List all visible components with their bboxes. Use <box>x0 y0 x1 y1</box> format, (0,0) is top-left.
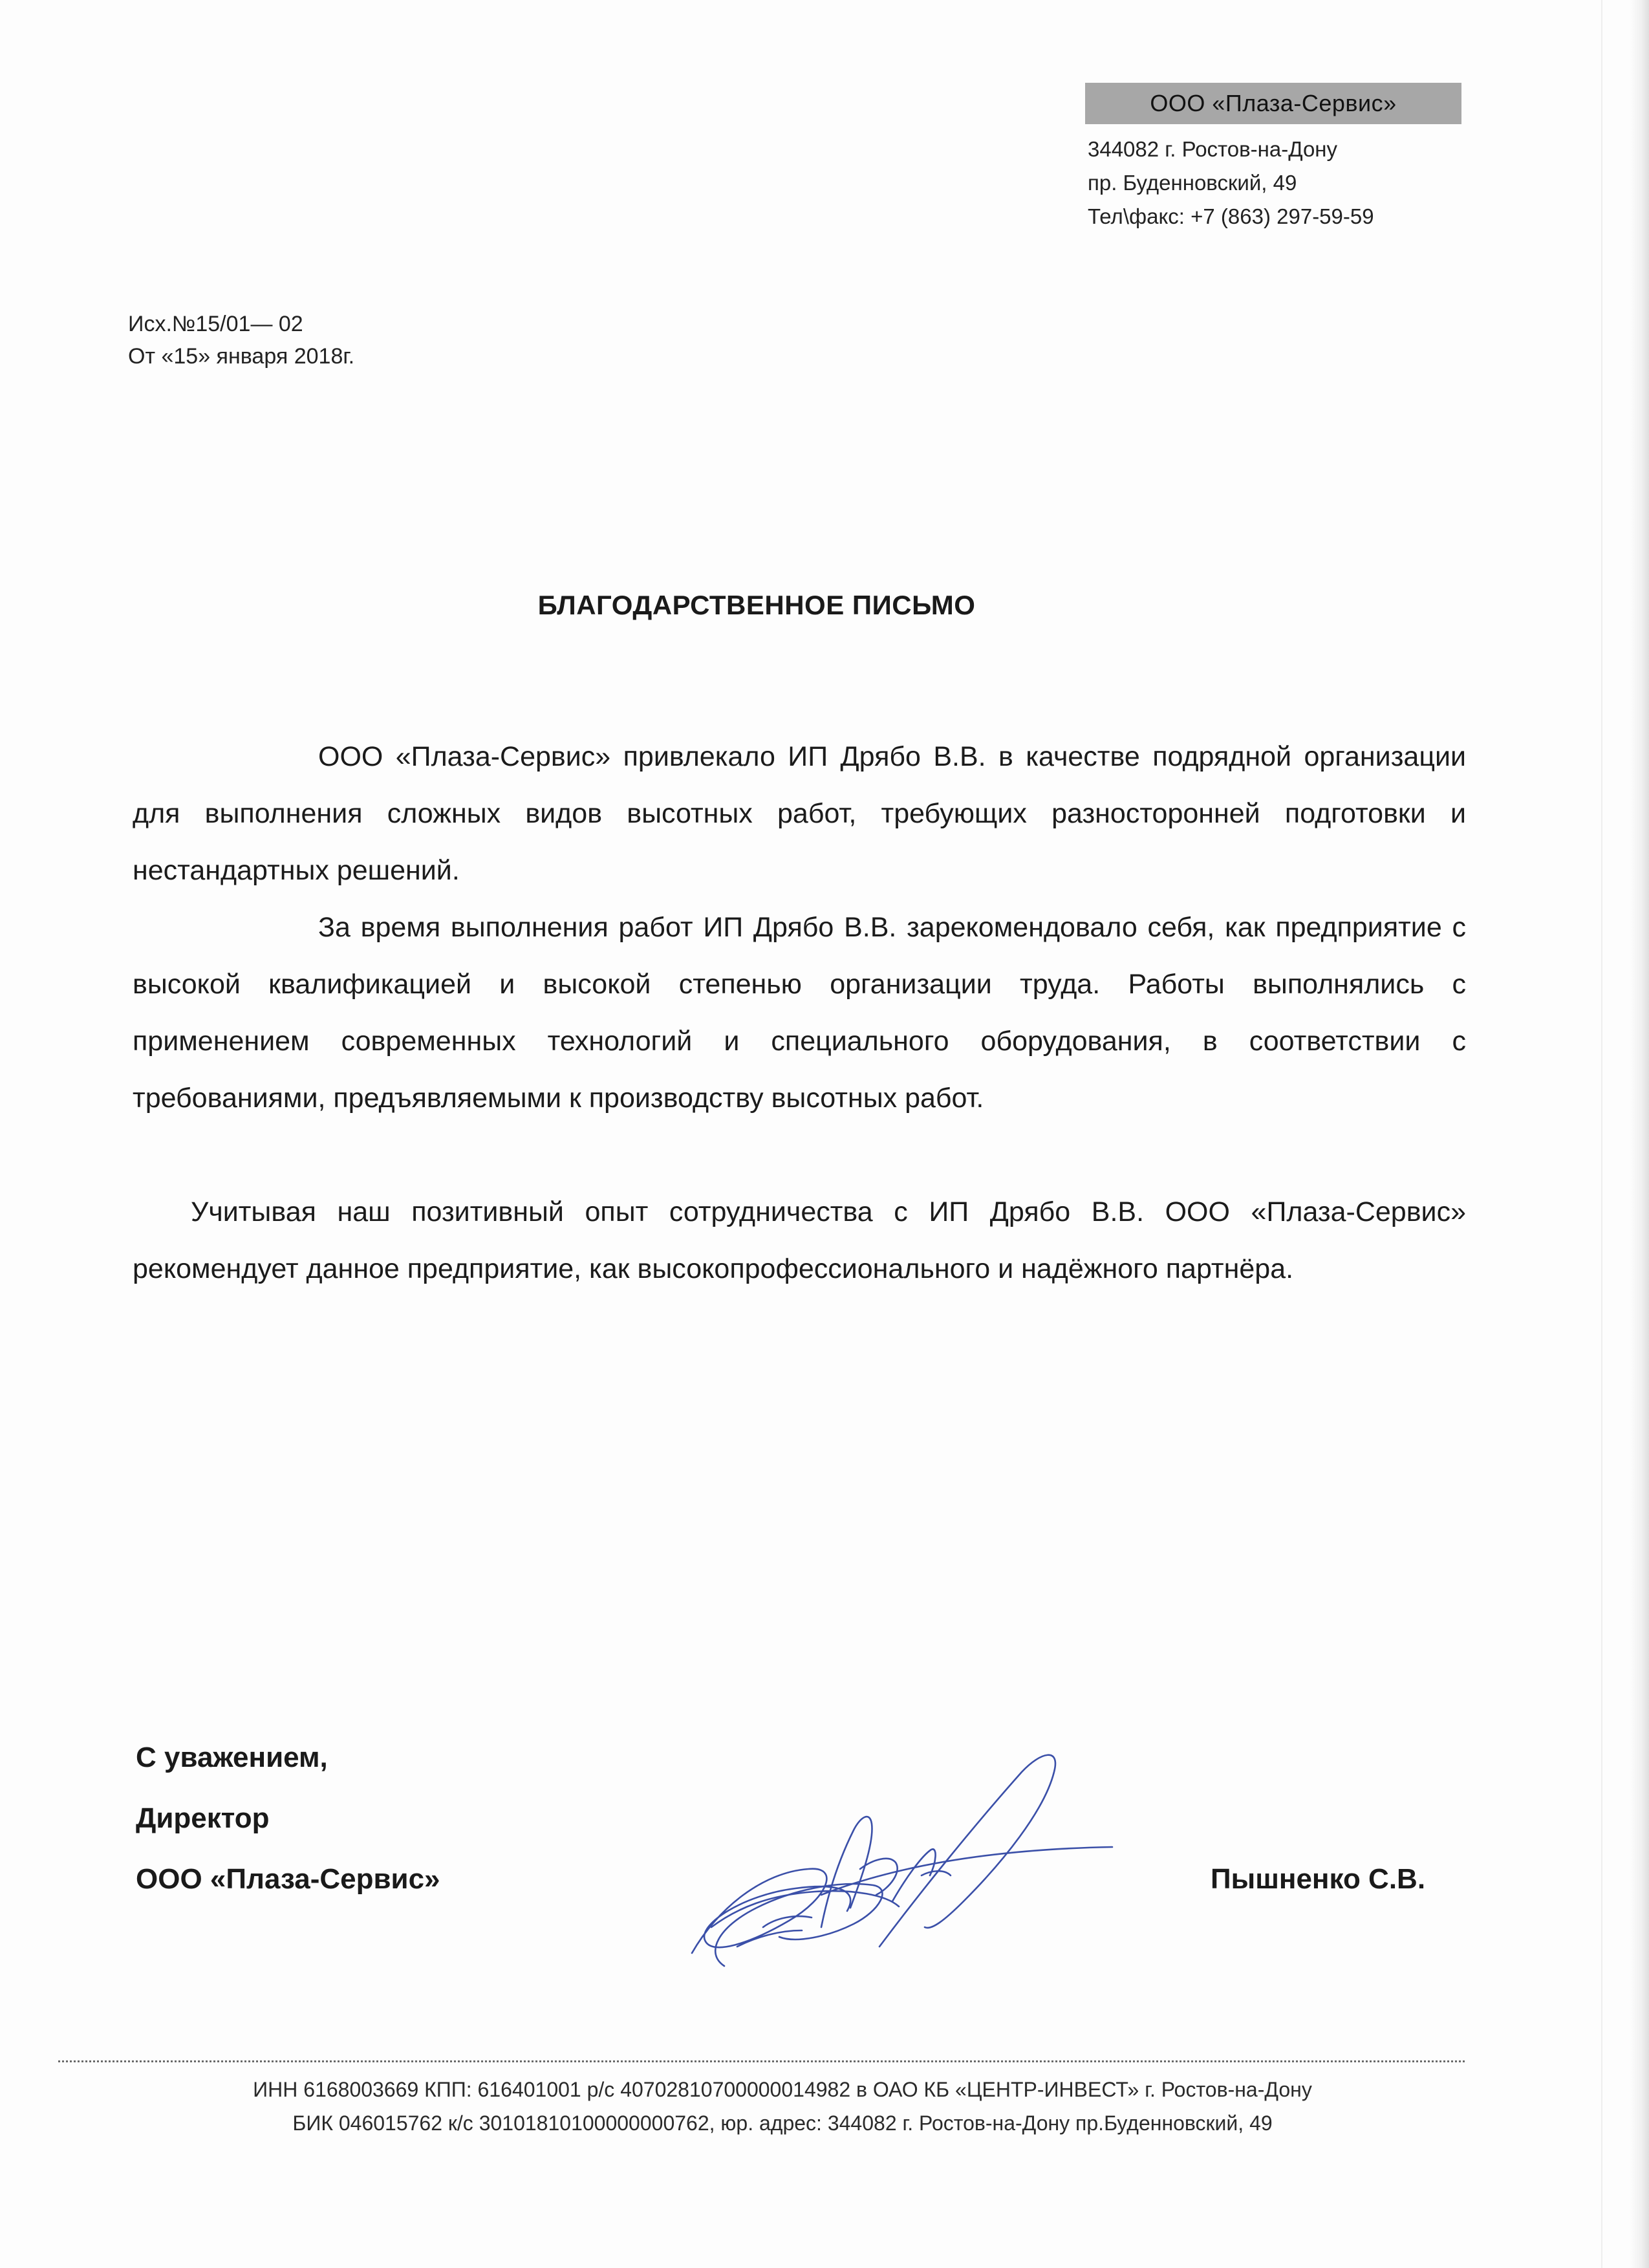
outgoing-number: Исх.№15/01— 02 <box>128 312 303 336</box>
scan-edge-shadow <box>1630 0 1649 2268</box>
footer-legal-address: БИК 046015762 к/с 30101810100000000762, юр. адрес: 344082 г. Ростов-на-Дону пр.Буденновский, 49 <box>292 2111 1273 2135</box>
footer-bank-details: ИНН 6168003669 КПП: 616401001 р/с 40702810700000014982 в ОАО КБ «ЦЕНТР-ИНВЕСТ» г. Ростов-на-Дону <box>253 2078 1312 2101</box>
body-paragraph-2: За время выполнения работ ИП Дрябо В.В. зарекомендовало себя, как предприятие с высокой квалификацией и высокой степенью организации труда. Работы выполнялись с применением современных технологий и специального оборудования, в соответствии с требованиями, предъявляемыми к производству высотных работ. <box>133 912 1466 1114</box>
body-paragraph-3: Учитывая наш позитивный опыт сотрудничества с ИП Дрябо В.В. ООО «Плаза-Сервис» рекомендует данное предприятие, как высокопрофессионального и надёжного партнёра. <box>133 1196 1466 1284</box>
signatory-position: Директор <box>136 1802 270 1834</box>
body-paragraph-1: ООО «Плаза-Сервис» привлекало ИП Дрябо В.В. в качестве подрядной организации для выполнения сложных видов высотных работ, требующих разносторонней подготовки и нестандартных решений. <box>133 741 1466 886</box>
signatory-company: ООО «Плаза-Сервис» <box>136 1863 440 1895</box>
handwritten-signature <box>666 1733 1132 1979</box>
scan-artifact-line <box>1601 0 1602 2268</box>
signatory-name: Пышненко С.В. <box>1211 1863 1426 1895</box>
letter-date: От «15» января 2018г. <box>128 344 355 369</box>
company-name-label: ООО «Плаза-Сервис» <box>1085 83 1461 124</box>
closing-phrase: С уважением, <box>136 1742 328 1773</box>
address-line-street: пр. Буденновский, 49 <box>1088 171 1297 195</box>
footer-divider <box>58 2060 1465 2062</box>
phone-fax-line: Тел\факс: +7 (863) 297-59-59 <box>1088 204 1374 228</box>
address-line-city: 344082 г. Ростов-на-Дону <box>1088 137 1338 161</box>
letter-title: БЛАГОДАРСТВЕННОЕ ПИСЬМО <box>537 590 976 620</box>
